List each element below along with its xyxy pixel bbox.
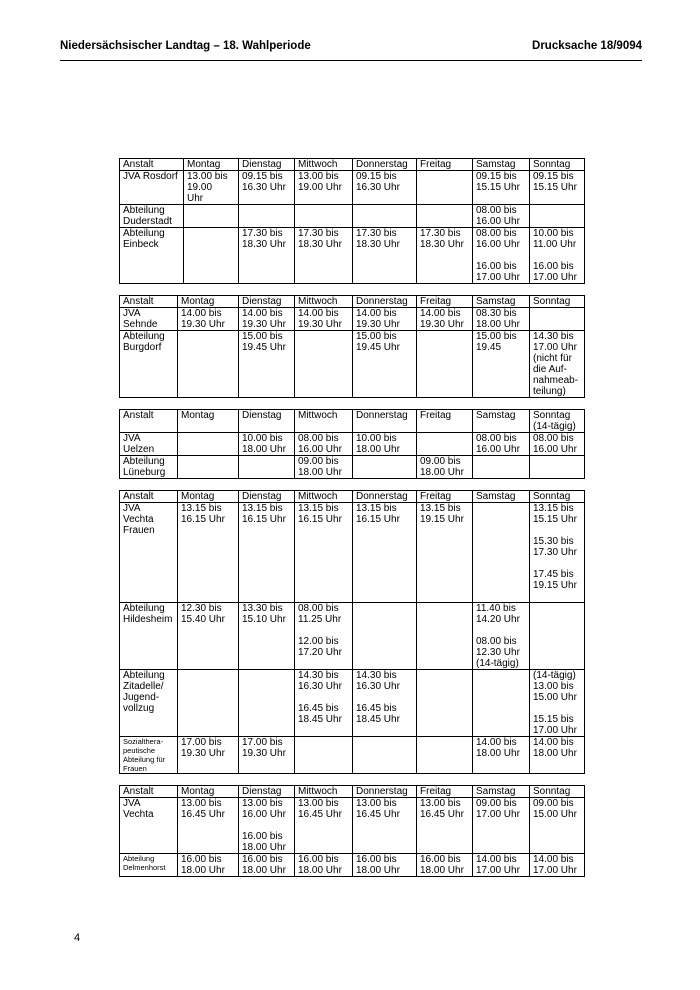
hours-cell: 14.30 bis 16.30 Uhr 16.45 bis 18.45 Uhr xyxy=(353,670,417,737)
hours-cell: 14.00 bis 19.30 Uhr xyxy=(178,308,239,331)
header-cell: Dienstag xyxy=(239,786,295,798)
header-cell: Montag xyxy=(178,410,239,433)
hours-cell: 08.00 bis 16.00 Uhr xyxy=(473,205,530,228)
hours-cell: 16.00 bis 18.00 Uhr xyxy=(295,854,353,877)
hours-cell: (14-tägig) 13.00 bis 15.00 Uhr 15.15 bis 17.00 Uhr xyxy=(530,670,585,737)
hours-cell: 09.00 bis 18.00 Uhr xyxy=(295,456,353,479)
header-cell: Samstag xyxy=(473,296,530,308)
hours-cell: 14.30 bis 16.30 Uhr 16.45 bis 18.45 Uhr xyxy=(295,670,353,737)
table-row xyxy=(120,171,585,205)
facility-cell: Abteilung Einbeck xyxy=(120,228,184,284)
hours-cell: 08.00 bis 16.00 Uhr xyxy=(295,433,353,456)
hours-cell: 16.00 bis 18.00 Uhr xyxy=(353,854,417,877)
hours-cell: 10.00 bis 18.00 Uhr xyxy=(353,433,417,456)
hours-cell: 14.00 bis 17.00 Uhr xyxy=(530,854,585,877)
hours-cell: 16.00 bis 18.00 Uhr xyxy=(239,854,295,877)
hours-cell: 08.00 bis 11.25 Uhr 12.00 bis 17.20 Uhr xyxy=(295,603,353,670)
hours-cell xyxy=(530,456,585,479)
hours-cell xyxy=(239,205,295,228)
document-number: Drucksache 18/9094 xyxy=(532,40,642,52)
header-cell: Samstag xyxy=(473,491,530,503)
header-cell: Donnerstag xyxy=(353,786,417,798)
hours-cell: 14.00 bis 19.30 Uhr xyxy=(295,308,353,331)
page-header xyxy=(60,40,642,61)
header-cell: Donnerstag xyxy=(353,296,417,308)
hours-cell xyxy=(353,603,417,670)
header-cell: Freitag xyxy=(417,786,473,798)
header-cell: Anstalt xyxy=(120,786,178,798)
hours-cell: 17.00 bis 19.30 Uhr xyxy=(178,737,239,774)
header-cell: Samstag xyxy=(473,159,530,171)
facility-cell: Sozialthera- peutische Abteilung für Frauen xyxy=(120,737,178,774)
hours-cell xyxy=(353,737,417,774)
table-row xyxy=(120,737,585,774)
hours-cell: 13.00 bis 19.00 Uhr xyxy=(295,171,353,205)
hours-cell: 13.15 bis 16.15 Uhr xyxy=(295,503,353,603)
hours-cell: 09.00 bis 15.00 Uhr xyxy=(530,798,585,854)
hours-cell: 13.00 bis 19.00 Uhr xyxy=(184,171,239,205)
hours-cell: 13.30 bis 15.10 Uhr xyxy=(239,603,295,670)
visiting-hours-table xyxy=(119,409,585,479)
hours-cell xyxy=(178,331,239,398)
hours-cell: 17.30 bis 18.30 Uhr xyxy=(295,228,353,284)
table-header-row xyxy=(120,296,585,308)
header-cell: Donnerstag xyxy=(353,159,417,171)
hours-cell: 13.15 bis 19.15 Uhr xyxy=(417,503,473,603)
header-cell: Sonntag xyxy=(530,786,585,798)
facility-cell: JVA Sehnde xyxy=(120,308,178,331)
hours-cell xyxy=(295,205,353,228)
table-row xyxy=(120,603,585,670)
table-row xyxy=(120,503,585,603)
hours-cell xyxy=(530,603,585,670)
hours-cell: 15.00 bis 19.45 Uhr xyxy=(353,331,417,398)
hours-cell xyxy=(295,737,353,774)
hours-cell xyxy=(239,456,295,479)
header-cell: Montag xyxy=(184,159,239,171)
header-cell: Freitag xyxy=(417,491,473,503)
header-cell: Mittwoch xyxy=(295,491,353,503)
hours-cell: 09.15 bis 16.30 Uhr xyxy=(353,171,417,205)
header-cell: Mittwoch xyxy=(295,296,353,308)
hours-cell xyxy=(295,331,353,398)
visiting-hours-table xyxy=(119,158,585,284)
hours-cell: 16.00 bis 18.00 Uhr xyxy=(417,854,473,877)
hours-cell: 14.00 bis 18.00 Uhr xyxy=(473,737,530,774)
header-cell: Sonntag xyxy=(530,159,585,171)
hours-cell: 10.00 bis 18.00 Uhr xyxy=(239,433,295,456)
facility-cell: JVA Vechta xyxy=(120,798,178,854)
visiting-hours-table xyxy=(119,490,585,774)
hours-cell: 15.00 bis 19.45 Uhr xyxy=(239,331,295,398)
header-cell: Samstag xyxy=(473,786,530,798)
hours-cell xyxy=(417,603,473,670)
facility-cell: JVA Uelzen xyxy=(120,433,178,456)
hours-cell xyxy=(473,456,530,479)
header-cell: Sonntag (14-tägig) xyxy=(530,410,585,433)
hours-cell: 13.00 bis 16.45 Uhr xyxy=(295,798,353,854)
header-cell: Anstalt xyxy=(120,410,178,433)
header-cell: Montag xyxy=(178,296,239,308)
table-row xyxy=(120,205,585,228)
hours-cell xyxy=(417,205,473,228)
hours-cell: 09.00 bis 18.00 Uhr xyxy=(417,456,473,479)
hours-cell: 09.15 bis 15.15 Uhr xyxy=(473,171,530,205)
hours-cell: 08.00 bis 16.00 Uhr xyxy=(473,433,530,456)
hours-cell: 14.00 bis 19.30 Uhr xyxy=(417,308,473,331)
table-row xyxy=(120,798,585,854)
hours-cell: 13.00 bis 16.45 Uhr xyxy=(353,798,417,854)
hours-cell xyxy=(353,456,417,479)
hours-cell: 17.30 bis 18.30 Uhr xyxy=(353,228,417,284)
header-cell: Freitag xyxy=(417,159,473,171)
header-cell: Montag xyxy=(178,786,239,798)
hours-cell: 08.00 bis 16.00 Uhr 16.00 bis 17.00 Uhr xyxy=(473,228,530,284)
hours-cell: 15.00 bis 19.45 xyxy=(473,331,530,398)
table-row xyxy=(120,228,585,284)
page-number: 4 xyxy=(74,932,81,944)
hours-cell: 13.15 bis 16.15 Uhr xyxy=(239,503,295,603)
table-row xyxy=(120,331,585,398)
hours-cell xyxy=(353,205,417,228)
table-row xyxy=(120,670,585,737)
facility-cell: Abteilung Delmenhorst xyxy=(120,854,178,877)
visiting-hours-table xyxy=(119,785,585,877)
hours-cell: 13.15 bis 16.15 Uhr xyxy=(178,503,239,603)
header-cell: Mittwoch xyxy=(295,786,353,798)
header-cell: Dienstag xyxy=(239,296,295,308)
hours-cell: 09.15 bis 16.30 Uhr xyxy=(239,171,295,205)
header-cell: Mittwoch xyxy=(295,159,353,171)
table-header-row xyxy=(120,410,585,433)
header-cell: Dienstag xyxy=(239,491,295,503)
hours-cell: 13.15 bis 16.15 Uhr xyxy=(353,503,417,603)
header-cell: Donnerstag xyxy=(353,491,417,503)
hours-cell: 14.00 bis 18.00 Uhr xyxy=(530,737,585,774)
table-row xyxy=(120,456,585,479)
hours-cell: 14.00 bis 19.30 Uhr xyxy=(353,308,417,331)
hours-cell: 14.00 bis 19.30 Uhr xyxy=(239,308,295,331)
hours-cell xyxy=(178,456,239,479)
hours-cell xyxy=(178,670,239,737)
hours-cell: 13.00 bis 16.45 Uhr xyxy=(178,798,239,854)
facility-cell: Abteilung Burgdorf xyxy=(120,331,178,398)
table-row xyxy=(120,433,585,456)
hours-cell xyxy=(473,503,530,603)
hours-cell: 13.15 bis 15.15 Uhr 15.30 bis 17.30 Uhr 17.45 bis 19.15 Uhr xyxy=(530,503,585,603)
hours-cell xyxy=(417,331,473,398)
hours-cell: 14.30 bis 17.00 Uhr (nicht für die Auf- nahmeab- teilung) xyxy=(530,331,585,398)
header-cell: Anstalt xyxy=(120,296,178,308)
header-cell: Sonntag xyxy=(530,296,585,308)
facility-cell: Abteilung Lüneburg xyxy=(120,456,178,479)
header-cell: Mittwoch xyxy=(295,410,353,433)
table-row xyxy=(120,854,585,877)
hours-cell: 10.00 bis 11.00 Uhr 16.00 bis 17.00 Uhr xyxy=(530,228,585,284)
header-cell: Sonntag xyxy=(530,491,585,503)
table-row xyxy=(120,308,585,331)
table-header-row xyxy=(120,159,585,171)
table-header-row xyxy=(120,786,585,798)
hours-cell xyxy=(239,670,295,737)
hours-cell xyxy=(417,670,473,737)
hours-cell xyxy=(530,205,585,228)
header-cell: Freitag xyxy=(417,296,473,308)
hours-cell: 09.15 bis 15.15 Uhr xyxy=(530,171,585,205)
hours-cell xyxy=(417,171,473,205)
visiting-hours-tables xyxy=(119,158,584,888)
parliament-title: Niedersächsischer Landtag – 18. Wahlperiode xyxy=(60,40,311,52)
header-cell: Samstag xyxy=(473,410,530,433)
hours-cell: 08.00 bis 16.00 Uhr xyxy=(530,433,585,456)
header-cell: Donnerstag xyxy=(353,410,417,433)
hours-cell: 09.00 bis 17.00 Uhr xyxy=(473,798,530,854)
header-cell: Anstalt xyxy=(120,159,184,171)
hours-cell xyxy=(473,670,530,737)
hours-cell: 16.00 bis 18.00 Uhr xyxy=(178,854,239,877)
hours-cell: 13.00 bis 16.45 Uhr xyxy=(417,798,473,854)
header-cell: Freitag xyxy=(417,410,473,433)
header-cell: Dienstag xyxy=(239,159,295,171)
hours-cell: 08.30 bis 18.00 Uhr xyxy=(473,308,530,331)
hours-cell xyxy=(417,737,473,774)
facility-cell: JVA Vechta Frauen xyxy=(120,503,178,603)
facility-cell: Abteilung Duderstadt xyxy=(120,205,184,228)
facility-cell: Abteilung Zitadelle/ Jugend- vollzug xyxy=(120,670,178,737)
hours-cell: 17.30 bis 18.30 Uhr xyxy=(239,228,295,284)
hours-cell xyxy=(184,228,239,284)
facility-cell: Abteilung Hildesheim xyxy=(120,603,178,670)
table-header-row xyxy=(120,491,585,503)
header-cell: Montag xyxy=(178,491,239,503)
header-cell: Dienstag xyxy=(239,410,295,433)
facility-cell: JVA Rosdorf xyxy=(120,171,184,205)
hours-cell: 12.30 bis 15.40 Uhr xyxy=(178,603,239,670)
hours-cell xyxy=(530,308,585,331)
hours-cell xyxy=(178,433,239,456)
hours-cell: 13.00 bis 16.00 Uhr 16.00 bis 18.00 Uhr xyxy=(239,798,295,854)
hours-cell: 14.00 bis 17.00 Uhr xyxy=(473,854,530,877)
visiting-hours-table xyxy=(119,295,585,398)
header-cell: Anstalt xyxy=(120,491,178,503)
hours-cell: 17.00 bis 19.30 Uhr xyxy=(239,737,295,774)
hours-cell: 17.30 bis 18.30 Uhr xyxy=(417,228,473,284)
hours-cell: 11.40 bis 14.20 Uhr 08.00 bis 12.30 Uhr (14-tägig) xyxy=(473,603,530,670)
hours-cell xyxy=(417,433,473,456)
hours-cell xyxy=(184,205,239,228)
